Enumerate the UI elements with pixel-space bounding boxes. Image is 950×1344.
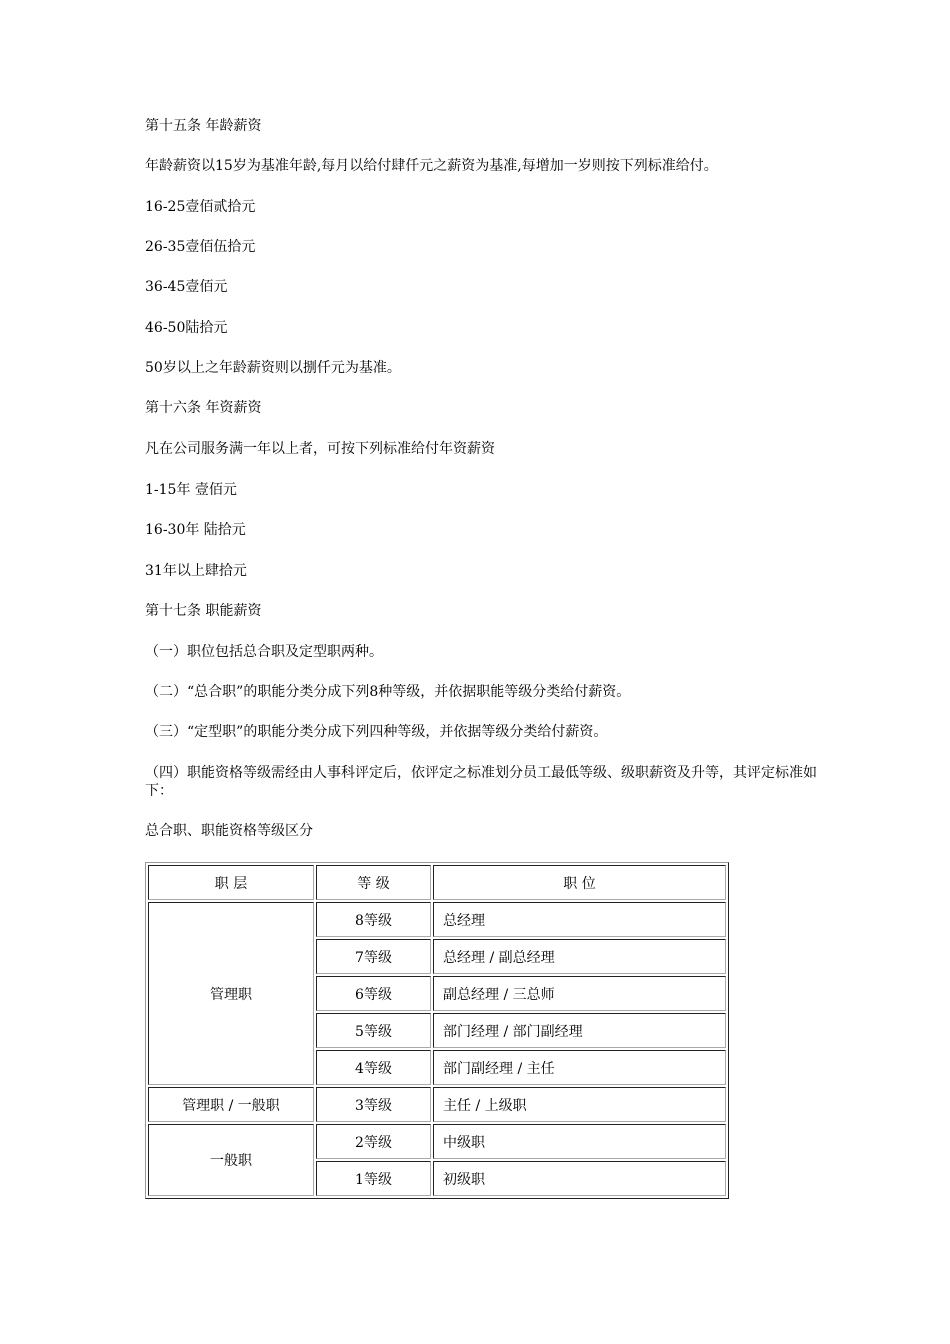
position-cell: 主任 / 上级职 [433, 1087, 726, 1122]
header-position: 职 位 [433, 865, 726, 900]
grade-cell: 7等级 [316, 939, 431, 974]
seniority-tier-item: 31年以上肆拾元 [145, 563, 247, 579]
article-16-intro: 凡在公司服务满一年以上者，可按下列标准给付年资薪资 [145, 441, 495, 457]
grade-cell: 6等级 [316, 976, 431, 1011]
grade-cell: 2等级 [316, 1124, 431, 1159]
table-row [148, 902, 726, 937]
layer-cell: 一般职 [148, 1124, 314, 1196]
table-row [148, 1087, 726, 1122]
grade-cell: 3等级 [316, 1087, 431, 1122]
article-17-heading: 第十七条 职能薪资 [145, 603, 262, 619]
position-cell: 初级职 [433, 1161, 726, 1196]
header-grade: 等 级 [316, 865, 431, 900]
position-cell: 部门经理 / 部门副经理 [433, 1013, 726, 1048]
position-cell: 中级职 [433, 1124, 726, 1159]
position-cell: 总经理 / 副总经理 [433, 939, 726, 974]
age-tier-item: 26-35壹佰伍拾元 [145, 239, 256, 255]
article-15-note: 50岁以上之年龄薪资则以捌仟元为基准。 [145, 360, 401, 376]
position-cell: 总经理 [433, 902, 726, 937]
layer-cell: 管理职 [148, 902, 314, 1085]
position-cell: 副总经理 / 三总师 [433, 976, 726, 1011]
article-17-clause: （四）职能资格等级需经由人事科评定后，依评定之标准划分员工最低等级、级职薪资及升等，其评定标准如下： [145, 765, 817, 799]
grade-cell: 5等级 [316, 1013, 431, 1048]
seniority-tier-item: 1-15年 壹佰元 [145, 482, 237, 498]
layer-cell: 管理职 / 一般职 [148, 1087, 314, 1122]
table-header-row [148, 865, 726, 900]
header-layer: 职 层 [148, 865, 314, 900]
article-17-clause: （一）职位包括总合职及定型职两种。 [145, 644, 383, 660]
article-17-clause: （二）“总合职”的职能分类分成下列8种等级，并依据职能等级分类给付薪资。 [145, 684, 631, 700]
grade-cell: 8等级 [316, 902, 431, 937]
grade-cell: 1等级 [316, 1161, 431, 1196]
position-cell: 部门副经理 / 主任 [433, 1050, 726, 1085]
age-tier-item: 36-45壹佰元 [145, 279, 228, 295]
age-tier-item: 16-25壹佰贰拾元 [145, 199, 256, 215]
table-row [148, 1124, 726, 1159]
table-title: 总合职、职能资格等级区分 [145, 823, 313, 839]
seniority-tier-item: 16-30年 陆拾元 [145, 522, 246, 538]
article-15-heading: 第十五条 年龄薪资 [145, 118, 262, 134]
article-15-intro: 年龄薪资以15岁为基准年龄,每月以给付肆仟元之薪资为基准,每增加一岁则按下列标准给付。 [145, 158, 718, 174]
article-16-heading: 第十六条 年资薪资 [145, 400, 262, 416]
article-17-clause: （三）“定型职”的职能分类分成下列四种等级，并依据等级分类给付薪资。 [145, 724, 608, 740]
grade-cell: 4等级 [316, 1050, 431, 1085]
age-tier-item: 46-50陆拾元 [145, 320, 228, 336]
grade-table [145, 862, 729, 1199]
